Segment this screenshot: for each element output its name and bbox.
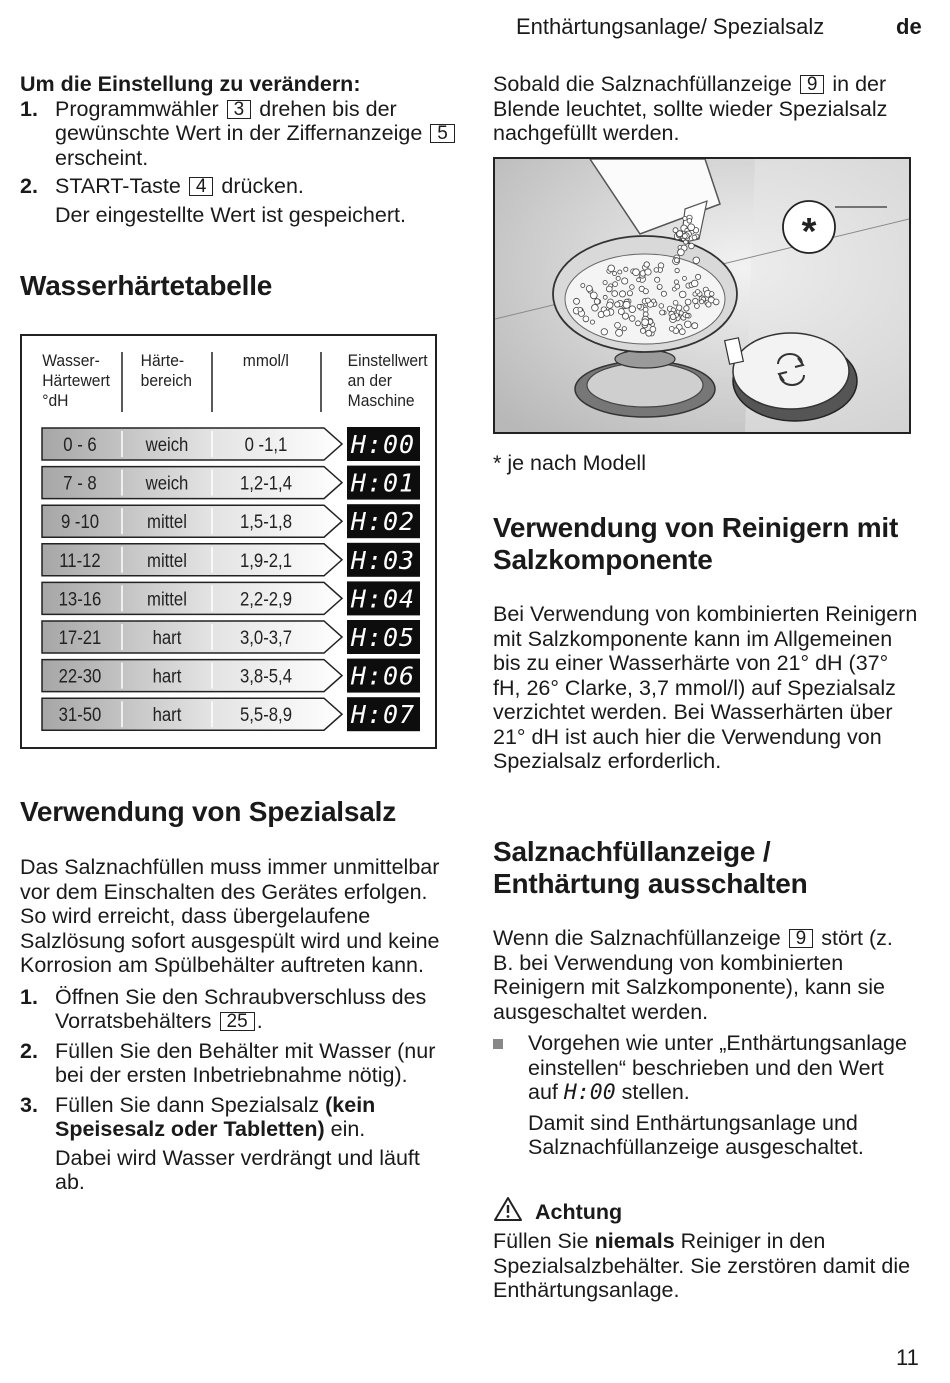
cell-dh: 17-21 — [58, 627, 102, 649]
cell-range: mittel — [147, 549, 187, 572]
cleaner-heading: Verwendung von Reinigern mit Salzkomponente — [493, 512, 899, 575]
cell-mmol: 1,2-1,4 — [240, 472, 292, 494]
warning-text: Füllen Sie niemals Reiniger in den Spezialsalzbehälter. Sie zerstören damit die Enthärtungsanlage. — [493, 1229, 911, 1302]
cell-mmol: 5,5-8,9 — [240, 704, 292, 726]
header-range-line2: bereich — [140, 371, 192, 391]
cell-mmol: 3,8-5,4 — [240, 665, 292, 687]
salt-filling-illustration — [493, 157, 911, 434]
cell-range: mittel — [147, 588, 187, 610]
table-row — [42, 543, 420, 577]
off-heading-line2: Enthärtung ausschalten — [493, 868, 808, 899]
off-section — [493, 926, 918, 1160]
change-instructions — [20, 72, 460, 227]
header-setting-line2: an der — [347, 371, 393, 391]
ref-box: 9 — [800, 75, 825, 94]
salt-step-1: 1. Öffnen Sie den Schraubverschluss des Vorratsbehälters 25 . — [20, 984, 427, 1033]
change-heading: Um die Einstellung zu verändern: — [20, 72, 361, 96]
salt-intro: Das Salznachfüllen muss immer unmittelbar vor dem Einschalten des Gerätes erfolgen. So wird erreicht, dass übergelaufene Salzlösung sofort ausgespült wird und keine Korrosion am Spülbehälter auftreten kann. — [20, 855, 440, 977]
funnel-drawing — [495, 159, 909, 432]
cleaner-text: Bei Verwendung von kombinierten Reinigern mit Salzkomponente kann im Allgemeinen bis zu einer Wasserhärte von 21° dH (37° fH, 26° Clarke, 3,7 mmol/l) auf Spezialsalz verzichtet werden. Bei Wasserhärten über 21° dH ist auch hier die Verwendung von Spezialsalz erforderlich. — [493, 602, 918, 773]
salt-step-3-note: Dabei wird Wasser verdrängt und läuft ab. — [55, 1145, 420, 1194]
off-intro: Wenn die Salznachfüllanzeige 9 stört (z. B. bei Verwendung von kombinierten Reinigern mit Salzkomponente), kann sie ausgeschaltet werden. — [493, 926, 893, 1024]
footnote: * je nach Modell — [493, 451, 646, 475]
cell-mmol: 3,0-3,7 — [240, 627, 292, 649]
ref-box: 3 — [227, 100, 252, 119]
salt-heading: Verwendung von Spezialsalz — [20, 796, 397, 827]
ref-box: 4 — [189, 177, 214, 196]
off-heading-block — [493, 836, 933, 900]
table-row — [42, 504, 420, 538]
table-row — [42, 466, 420, 500]
page-number: 11 — [896, 1345, 919, 1370]
change-step-2-note: Der eingestellte Wert ist gespeichert. — [55, 202, 406, 227]
cell-range: hart — [152, 627, 182, 649]
cell-setting: H:02 — [350, 507, 416, 537]
cleaner-heading-block — [493, 512, 933, 576]
cell-setting: H:05 — [350, 623, 416, 652]
cell-mmol: 1,9-2,1 — [240, 549, 292, 572]
salt-step-3: 3. Füllen Sie dann Spezialsalz (kein Speisesalz oder Tabletten) ein. Dabei wird Wasser verdrängt und läuft ab. — [20, 1093, 450, 1195]
cell-setting: H:07 — [350, 700, 416, 730]
cell-dh: 0 - 6 — [63, 434, 97, 456]
salt-indicator-intro: Sobald die Salznachfüllanzeige 9 in der Blende leuchtet, sollte wieder Spezialsalz nachgefüllt werden. — [493, 72, 888, 145]
table-heading: Wasserhärtetabelle — [20, 270, 273, 301]
table-row — [42, 697, 420, 731]
display-value: H:00 — [563, 1080, 616, 1105]
cell-setting: H:00 — [350, 430, 416, 459]
cell-dh: 11-12 — [59, 549, 101, 572]
cell-mmol: 1,5-1,8 — [240, 511, 292, 533]
cell-mmol: 2,2-2,9 — [240, 588, 292, 610]
ref-box: 5 — [430, 124, 455, 143]
header-range-line1: Härte- — [140, 351, 185, 371]
change-step-1: 1. Programmwähler 3 drehen bis der gewünschte Wert in der Ziffernanzeige 5 erscheint. — [20, 97, 460, 171]
ref-box: 25 — [220, 1012, 255, 1031]
running-header-title: Enthärtungsanlage/ Spezialsalz — [516, 14, 825, 39]
cell-mmol: 0 -1,1 — [244, 434, 288, 456]
cell-dh: 9 -10 — [60, 511, 100, 533]
change-step-2: 2. START-Taste 4 drücken. Der eingestellte Wert ist gespeichert. — [20, 174, 460, 227]
header-hardness-line1: Wasser- — [42, 351, 100, 371]
cell-range: weich — [145, 434, 189, 456]
cell-dh: 31-50 — [58, 704, 102, 726]
warning-triangle-icon — [493, 1196, 523, 1222]
off-heading-line1: Salznachfüllanzeige / — [493, 836, 771, 867]
table-svg — [22, 336, 435, 747]
cell-setting: H:03 — [350, 545, 416, 575]
table-row — [42, 620, 420, 654]
cell-setting: H:04 — [350, 584, 416, 614]
cell-setting: H:01 — [350, 468, 416, 498]
water-hardness-table — [20, 334, 437, 749]
cell-range: weich — [145, 472, 189, 494]
cell-dh: 13-16 — [58, 588, 102, 610]
cell-setting: H:06 — [350, 661, 416, 691]
cell-dh: 7 - 8 — [63, 472, 97, 494]
cell-dh: 22-30 — [58, 665, 102, 687]
header-hardness-line3: °dH — [42, 391, 69, 411]
language-code: de — [896, 14, 922, 39]
off-bullet-note: Damit sind Enthärtungsanlage und Salznachfüllanzeige ausgeschaltet. — [528, 1110, 864, 1159]
cell-range: mittel — [147, 511, 187, 533]
header-hardness-line2: Härtewert — [42, 371, 111, 391]
header-setting-line1: Einstellwert — [347, 351, 428, 371]
table-row — [42, 581, 420, 615]
warning-title — [493, 1196, 622, 1225]
off-bullet: Vorgehen wie unter „Enthärtungsanlage einstellen“ beschrieben und den Wert auf H:00 stellen. Damit sind Enthärtungsanlage und Salznachfüllanzeige ausgeschaltet. — [493, 1031, 918, 1160]
ref-box: 9 — [789, 929, 814, 948]
bullet-square — [493, 1039, 503, 1049]
header-setting-line3: Maschine — [347, 391, 415, 411]
salt-section — [20, 855, 450, 1195]
table-row — [42, 427, 420, 461]
table-rows — [42, 427, 420, 731]
salt-step-2: 2. Füllen Sie den Behälter mit Wasser (nur bei der ersten Inbetriebnahme nötig). — [20, 1038, 436, 1087]
warning-label: Achtung — [534, 1200, 623, 1224]
cell-range: hart — [152, 665, 182, 687]
header-mmol: mmol/l — [242, 351, 289, 371]
star-marker: * — [801, 211, 817, 253]
cell-range: hart — [152, 704, 182, 726]
table-row — [42, 659, 420, 693]
